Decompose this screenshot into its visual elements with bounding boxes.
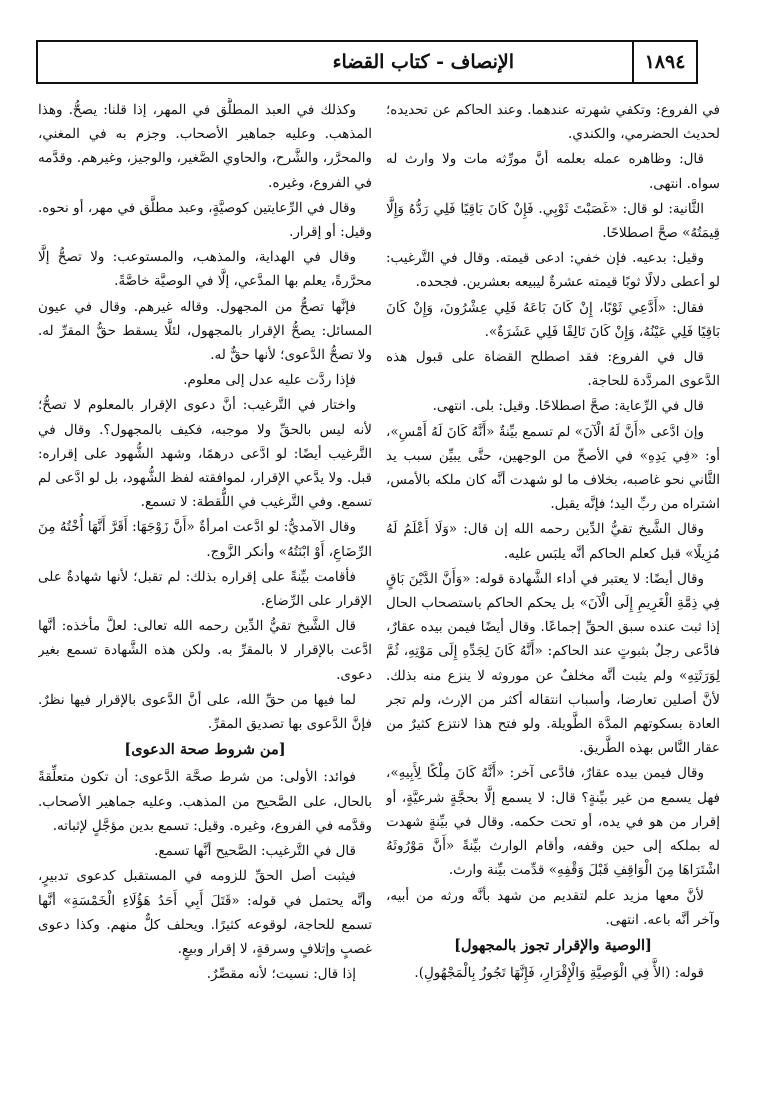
paragraph: في الفروع: وتكفي شهرته عندهما. وعند الحاكم عن تحديده؛ لحديث الحضرمي، والكندي.: [386, 102, 720, 143]
page-header: [36, 40, 698, 84]
paragraph: وكذلك في العبد المطلَّق في المهر، إذا قلنا: يصحُّ. وهذا المذهب. وعليه جماهير الأصحاب. وجزم به في المغني، والمحرَّر، والشَّرح، والحاوي الصَّغير، والوجيز، وغيرهم. وقدَّمه في الفروع، وغيره.: [38, 102, 372, 191]
paragraph: وقال في الرِّعايتين كوصيَّةٍ، وعبد مطلَّق في مهر، أو نحوه. وقيل: أو إقرار.: [38, 199, 372, 241]
paragraph: قال في الرِّعاية: صحَّ اصطلاحًا. وقيل: بلى. انتهى.: [432, 398, 704, 415]
left-column: [38, 98, 372, 1092]
paragraph: فيثبت أصل الحقِّ للزومه في المستقبل كدعوى تدبيرٍ، وأنَّه يحتمل في قوله: «قَتَلَ أَبِي أَحَدُ هَؤُلَاءِ الْخَمْسَةِ» أنَّها تسمع للحاجة، لوقوعه كثيرًا. ويحلف كلٌّ منهم. وكذا دعوى غصبٍ وإتلافٍ وسرقةٍ، لا إقرار وبيعٍ.: [38, 868, 372, 957]
paragraph: وقال في الهداية، والمذهب، والمستوعب: ولا تصحُّ إلَّا محرَّرةً، يعلم بها المدَّعي، إلَّا في الوصيَّة خاصَّةً.: [38, 249, 372, 290]
paragraph: وقيل: بدعيه. فإن خفي: ادعى قيمته. وقال في التَّرغيب: لو أعطى دلالًا ثوبًا قيمته عشرةٌ ليبيعه بعشرين. فجحده.: [386, 250, 720, 291]
paragraph: وإن ادَّعى «أَنَّ لَهُ الْآنَ» لم تسمع بيِّنةٌ «أَنَّهُ كَانَ لَهُ أَمْسِ»، أو: «فِي يَدِهِ» في الأصحِّ من الوجهين، حتَّى يبيِّن سبب يد الثَّاني نحو غاصبه، بخلاف ما لو شهدت أنَّه كان ملكه بالأمس، اشتراه من ربِّ اليد؛ فإنَّه يقبل.: [386, 423, 720, 513]
paragraph: فإنَّها تصحُّ من المجهول. وقاله غيرهم. وقال في عيون المسائل: يصحُّ الإقرار بالمجهول، لئلَّا يسقط حقُّ المقرِّ له. ولا تصحُّ الدَّعوى؛ لأنها حقٌّ له.: [38, 298, 372, 364]
section-heading: [الوصية والإقرار تجوز بالمجهول]: [454, 936, 652, 954]
section-heading: [من شروط صحة الدعوى]: [124, 741, 286, 759]
paragraph: وقال أيضًا: لا يعتبر في أداء الشَّهادة قوله: «وَأَنَّ الدَّيْنَ بَاقٍ فِي ذِمَّةِ الْغَرِيمِ إِلَى الْآنَ» بل يحكم الحاكم باستصحاب الحال إذا ثبت عنده سبق الحقِّ إجماعًا. وقال أيضًا فيمن بيده عقارٌ، فادَّعى رجلٌ بثبوتٍ عند الحاكم: «أَنَّهُ كَانَ لِجَدِّهِ إِلَى مَوْتِهِ، ثُمَّ لِوَرَثَتِهِ» ولم يثبت أنَّه مخلفٌ عن موروثه لا ينزع منه بذلك. لأنَّ أصلين تعارضا، وأسباب انتقاله أكثر من الإرث، ولم تجر العادة بسكوتهم المدَّة الطَّويلة. ولو فتح هذا لانتزع كثيرٌ من عقار النَّاس بهذه الطَّريق.: [386, 570, 720, 757]
right-column: [386, 98, 720, 1092]
running-title: الإنصاف - كتاب القضاء: [332, 51, 514, 73]
paragraph: قوله: (الأَّ فِي الْوَصِيَّةِ وَالْإِقْرَارِ، فَإِنَّهَا تَجُوزُ بِالْمَجْهُولِ).: [414, 965, 704, 982]
paragraph: قال: وظاهره عمله بعلمه أنَّ مورِّثه مات ولا وارث له سواه. انتهى.: [386, 151, 720, 192]
paragraph: الثَّانية: لو قال: «غَصَبْتَ ثَوْبِي. فَإِنْ كَانَ بَاقِيًا فَلِي رَدُّهُ وَإِلَّا قِيمَتُهُ» صحَّ اصطلاحًا.: [386, 200, 720, 242]
paragraph: قال في الفروع: فقد اصطلح القضاة على قبول هذه الدَّعوى المردَّدة للحاجة.: [386, 349, 720, 390]
paragraph: فأقامت بيِّنةً على إقراره بذلك: لم تقبل؛ لأنها شهادةٌ على الإقرار على الرِّضاع.: [38, 568, 372, 610]
paragraph: فقال: «أَدَّعِي ثَوْبًا، إِنْ كَانَ بَاعَهُ فَلِي عِشْرُونَ، وَإِنْ كَانَ بَاقِيًا فَلِي عَيْنُهُ، وَإِنْ كَانَ تَالِفًا فَلِي عَشَرَةٌ».: [386, 299, 720, 340]
paragraph: إذا قال: نسيت؛ لأنه مقصِّرٌ.: [206, 966, 356, 983]
page-number: ١٨٩٤: [632, 42, 696, 82]
paragraph: لأنَّ معها مزيد علم لتقديم من شهد بأنَّه ورثه من أبيه، وآخر أنَّه باعه. انتهى.: [386, 887, 720, 928]
paragraph: فإذا ردَّت عليه عدل إلى معلوم.: [183, 372, 356, 389]
paragraph: وقال فيمن بيده عقارٌ، فادَّعى آخر: «أَنَّهُ كَانَ مِلْكًا لِأَبِيهِ»، فهل يسمع من غير بيِّنةٍ؟ قال: لا يسمع إلَّا بحجَّةٍ شرعيَّةٍ، أو إقرار من هو في يده، أو تحت حكمه. وقال في بيِّنةٍ شهدت له بملكه إلى حين وقفه، وأقام الوارث بيِّنةً «أَنَّ مَوْرُوثَهُ اشْتَرَاهَا مِنَ الْوَاقِفِ قَبْلَ وَقْفِهِ» قدِّمت بيِّنة وارث.: [386, 765, 720, 879]
paragraph: وقال الآمديُّ: لو ادَّعت امرأةٌ «أَنَّ زَوْجَهَا: أَقَرَّ أَنَّهَا أُخْتُهُ مِنَ الرِّضَاعِ، أَوْ ابْنَتُهُ» وأنكر الزَّوج.: [38, 519, 372, 560]
paragraph: وقال الشَّيخ تقيُّ الدِّين رحمه الله إن قال: «وَلَا أَعْلَمُ لَهُ مُزِيلًا» قبل كعلم الحاكم أنَّه يلبَس عليه.: [386, 521, 720, 562]
paragraph: لما فيها من حقِّ الله، على أنَّ الدَّعوى بالإقرار فيها نظرٌ. فإنَّ الدَّعوى بها تصديق المقرِّ.: [38, 691, 372, 733]
paragraph: قال في التَّرغيب: الصَّحيح أنَّها تسمع.: [154, 843, 356, 860]
paragraph: واختار في التَّرغيب: أنَّ دعوى الإقرار بالمعلوم لا تصحُّ؛ لأنه ليس بالحقِّ ولا موجبه، فكيف بالمجهول؟. وقال في التَّرغيب أيضًا: لو ادَّعى درهمًا، وشهد الشُّهود على إقراره: قبل. ولا يدَّعي الإقرار، لموافقته لفظ الشُّهود، بل لو ادَّعى لم تسمع. وفي التَّرغيب في اللُّقطة: لا تسمع.: [38, 397, 372, 511]
paragraph: قال الشَّيخ تقيُّ الدِّين رحمه الله تعالى: لعلَّ مأخذه: أنَّها ادَّعت بالإقرار لا بالمقرِّ به. ولكن هذه الشَّهادة تسمع بغير دعوى.: [38, 618, 372, 683]
paragraph: فوائد: الأولى: من شرط صحَّة الدَّعوى: أن تكون متعلِّقةً بالحال، على الصَّحيح من المذهب. وعليه جماهير الأصحاب. وقدَّمه في الفروع، وغيره. وقيل: تسمع بدين مؤجَّلٍ لإثباته.: [38, 769, 372, 834]
